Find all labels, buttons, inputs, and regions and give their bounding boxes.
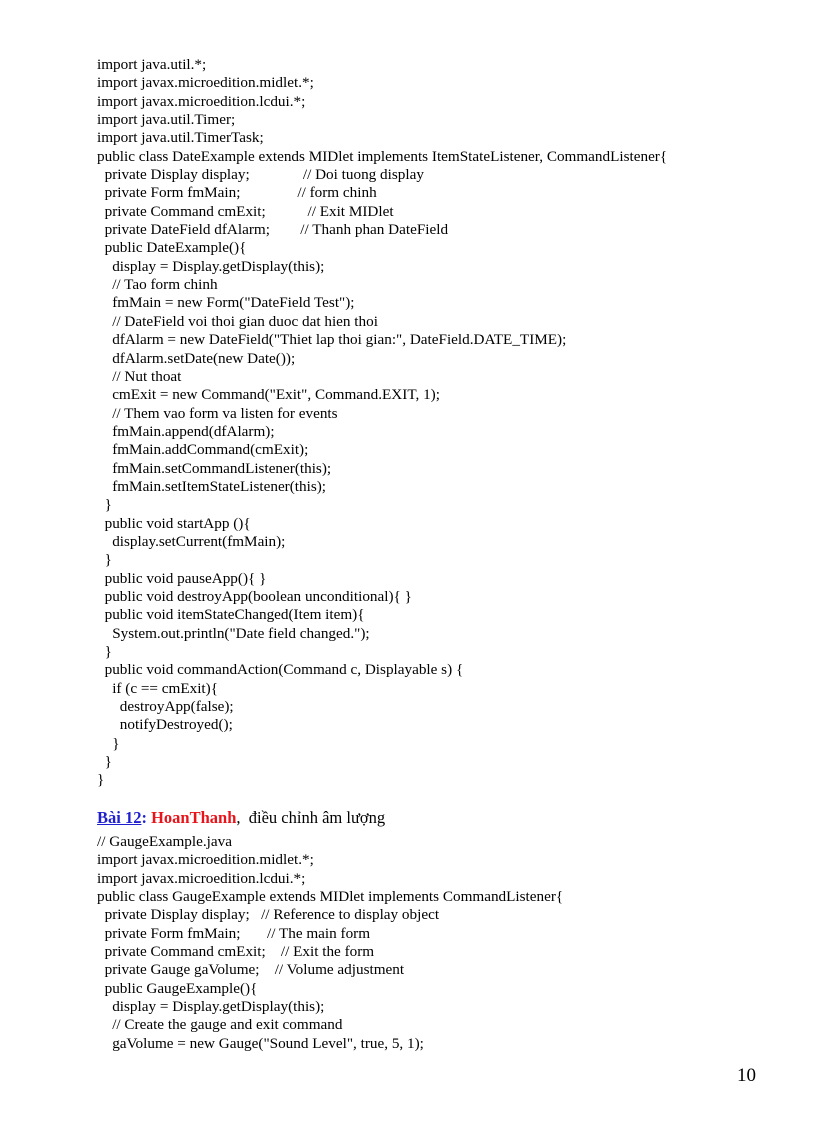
code-line: private Gauge gaVolume; // Volume adjustment (97, 961, 405, 979)
code-line: public void pauseApp(){ } (97, 569, 267, 587)
code-line: public class GaugeExample extends MIDlet implements CommandListener{ (97, 888, 564, 906)
code-line: } (97, 753, 112, 771)
code-line: // Tao form chinh (97, 276, 218, 294)
code-line: } (97, 496, 112, 514)
code-line: public void startApp (){ (97, 514, 251, 532)
code-line: private Form fmMain; // form chinh (97, 184, 377, 202)
code-line: } (97, 734, 120, 752)
code-line: import java.util.*; (97, 56, 207, 73)
code-line: import javax.microedition.midlet.*; (97, 74, 314, 92)
code-line: private Display display; // Reference to display object (97, 906, 440, 924)
code-line: } (97, 771, 105, 789)
code-line: } (97, 643, 112, 660)
code-line: import java.util.Timer; (97, 111, 236, 129)
code-line: public void itemStateChanged(Item item){ (97, 606, 365, 624)
code-line: public void destroyApp(boolean unconditional){ } (97, 587, 412, 605)
exercise-name: HoanThanh (151, 808, 237, 827)
code-line: // DateField voi thoi gian duoc dat hien thoi (97, 312, 378, 330)
exercise-label: Bài 12 (97, 808, 142, 827)
code-line: cmExit = new Command("Exit", Command.EXIT, 1); (97, 386, 440, 404)
code-block-gauge-example (97, 833, 563, 1053)
code-line: private Form fmMain; // The main form (97, 924, 371, 942)
code-line: fmMain.append(dfAlarm); (97, 422, 275, 440)
code-line: if (c == cmExit){ (97, 679, 218, 697)
code-line: System.out.println("Date field changed."); (97, 624, 370, 642)
code-line: dfAlarm = new DateField("Thiet lap thoi gian:", DateField.DATE_TIME); (97, 331, 567, 349)
exercise-description: , điều chỉnh âm lượng (236, 808, 386, 827)
exercise-heading (97, 808, 385, 828)
code-line: display = Display.getDisplay(this); (97, 257, 325, 275)
code-line: private DateField dfAlarm; // Thanh phan DateField (97, 221, 449, 239)
code-line: public class DateExample extends MIDlet implements ItemStateListener, CommandListener{ (97, 147, 668, 165)
code-line: public void commandAction(Command c, Displayable s) { (97, 661, 464, 679)
code-line: import javax.microedition.lcdui.*; (97, 869, 306, 887)
code-line: fmMain.setCommandListener(this); (97, 459, 332, 477)
code-line: // Them vao form va listen for events (97, 404, 338, 422)
code-line: display = Display.getDisplay(this); (97, 998, 325, 1016)
code-line: import java.util.TimerTask; (97, 129, 264, 147)
code-line: // Nut thoat (97, 367, 182, 385)
code-line: } (97, 551, 112, 569)
code-line: import javax.microedition.lcdui.*; (97, 92, 306, 110)
code-line: destroyApp(false); (97, 698, 234, 716)
code-line: // Create the gauge and exit command (97, 1016, 343, 1034)
code-line: gaVolume = new Gauge("Sound Level", true, 5, 1); (97, 1034, 424, 1052)
code-line: private Command cmExit; // Exit the form (97, 943, 375, 961)
code-line: public DateExample(){ (97, 239, 247, 257)
code-line: fmMain = new Form("DateField Test"); (97, 294, 355, 312)
code-line: display.setCurrent(fmMain); (97, 532, 286, 550)
code-line: private Command cmExit; // Exit MIDlet (97, 202, 394, 220)
heading-colon: : (141, 808, 152, 827)
code-line: fmMain.addCommand(cmExit); (97, 441, 309, 459)
code-block-date-example (97, 56, 667, 790)
code-line: public GaugeExample(){ (97, 979, 258, 997)
code-line: dfAlarm.setDate(new Date()); (97, 349, 296, 367)
code-line: notifyDestroyed(); (97, 716, 233, 734)
code-line: import javax.microedition.midlet.*; (97, 851, 314, 869)
page-number: 10 (737, 1065, 756, 1086)
code-line: private Display display; // Doi tuong display (97, 166, 424, 184)
code-line: fmMain.setItemStateListener(this); (97, 477, 327, 495)
code-line: // GaugeExample.java (97, 833, 232, 850)
